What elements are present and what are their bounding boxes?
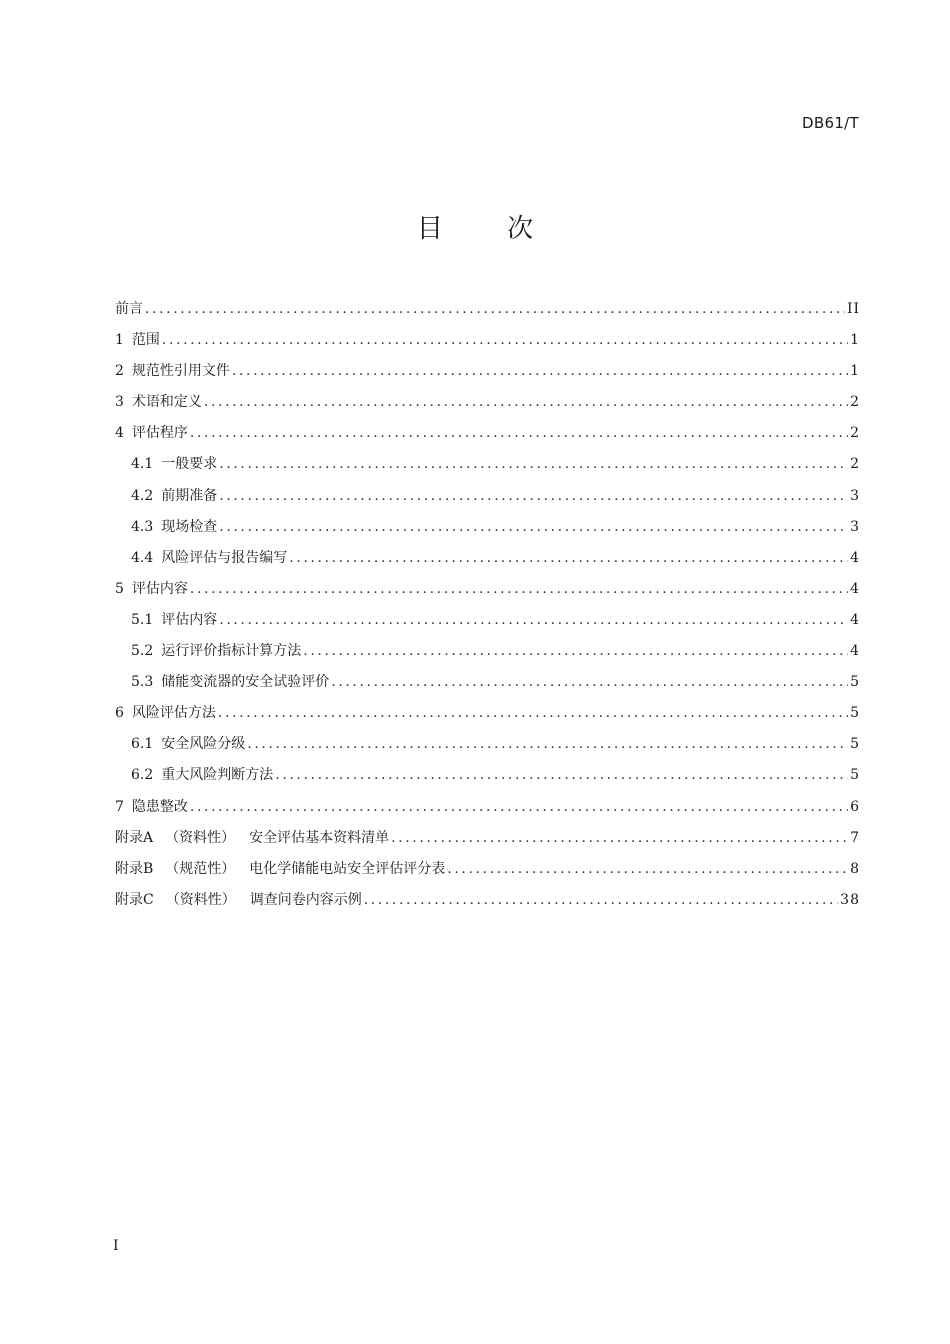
toc-leader-dots	[190, 425, 848, 441]
toc-label: 7 隐患整改	[115, 798, 188, 815]
toc-label: 1 范围	[115, 332, 160, 349]
toc-entry[interactable]	[115, 422, 860, 453]
toc-entry[interactable]	[115, 702, 860, 733]
toc-entry[interactable]	[115, 796, 860, 827]
toc-leader-dots	[204, 394, 848, 410]
toc-leader-dots	[275, 767, 848, 783]
toc-entry[interactable]	[115, 360, 860, 391]
toc-leader-dots	[289, 550, 848, 566]
toc-leader-dots	[219, 612, 848, 628]
toc-label: 2 规范性引用文件	[115, 363, 230, 380]
toc-leader-dots	[190, 799, 848, 815]
toc-label: 5 评估内容	[115, 580, 188, 597]
toc-label: 3 术语和定义	[115, 394, 202, 411]
toc-label: 4.2 前期准备	[131, 487, 218, 504]
toc-entry[interactable]	[115, 671, 860, 702]
toc-entry[interactable]	[115, 516, 860, 547]
toc-leader-dots	[145, 301, 845, 317]
toc-label: 5.2 运行评价指标计算方法	[131, 643, 302, 660]
toc-page-number: 2	[850, 394, 860, 411]
footer-page-number: I	[113, 1238, 119, 1254]
toc-page-number: 6	[850, 798, 860, 815]
toc-page-number: 4	[850, 580, 860, 597]
toc-page-number: 4	[850, 611, 860, 628]
toc-entry[interactable]	[115, 391, 860, 422]
toc-page-number: 5	[850, 705, 860, 722]
toc-page-number: 1	[850, 332, 860, 349]
toc-label: 6.1 安全风险分级	[131, 736, 246, 753]
toc-leader-dots	[364, 892, 838, 908]
toc-leader-dots	[303, 643, 848, 659]
toc-entry[interactable]	[115, 329, 860, 360]
toc-label: 前言	[115, 301, 143, 317]
toc-leader-dots	[219, 488, 848, 504]
toc-leader-dots	[331, 674, 848, 690]
document-code: DB61/T	[802, 114, 859, 132]
toc-label: 附录C （资料性） 调查问卷内容示例	[115, 891, 362, 908]
toc-label: 附录A （资料性） 安全评估基本资料清单	[115, 829, 390, 846]
toc-leader-dots	[391, 830, 848, 846]
toc-page-number: 7	[850, 829, 860, 846]
table-of-contents	[115, 298, 860, 920]
toc-leader-dots	[218, 705, 848, 721]
toc-entry[interactable]	[115, 578, 860, 609]
toc-page-number: 5	[850, 674, 860, 691]
toc-entry[interactable]	[115, 640, 860, 671]
toc-page-number: 5	[850, 767, 860, 784]
toc-entry[interactable]	[115, 609, 860, 640]
toc-entry[interactable]	[115, 298, 860, 329]
toc-page-number: 3	[850, 518, 860, 535]
toc-leader-dots	[162, 332, 848, 348]
toc-label: 5.1 评估内容	[131, 611, 218, 628]
toc-entry[interactable]	[115, 485, 860, 516]
toc-page-number: 38	[840, 891, 860, 908]
toc-leader-dots	[247, 736, 848, 752]
toc-entry[interactable]	[115, 453, 860, 484]
toc-leader-dots	[219, 519, 848, 535]
toc-appendix-entry[interactable]	[115, 858, 860, 889]
toc-page-number: 3	[850, 487, 860, 504]
toc-page-number: 8	[850, 860, 860, 877]
toc-page-number: 2	[850, 456, 860, 473]
toc-label: 4.3 现场检查	[131, 518, 218, 535]
toc-page-number: II	[846, 301, 860, 317]
toc-leader-dots	[190, 581, 848, 597]
toc-appendix-entry[interactable]	[115, 889, 860, 920]
toc-label: 4 评估程序	[115, 425, 188, 442]
toc-leader-dots	[447, 861, 848, 877]
toc-page-number: 2	[850, 425, 860, 442]
toc-label: 6.2 重大风险判断方法	[131, 767, 274, 784]
toc-page-number: 4	[850, 549, 860, 566]
toc-leader-dots	[232, 363, 848, 379]
toc-entry[interactable]	[115, 764, 860, 795]
toc-label: 4.1 一般要求	[131, 456, 218, 473]
toc-entry[interactable]	[115, 547, 860, 578]
toc-leader-dots	[219, 456, 848, 472]
toc-page-number: 1	[850, 363, 860, 380]
toc-label: 5.3 储能变流器的安全试验评价	[131, 674, 330, 691]
toc-label: 4.4 风险评估与报告编写	[131, 549, 288, 566]
toc-entry[interactable]	[115, 733, 860, 764]
toc-page-number: 4	[850, 643, 860, 660]
page-title: 目 次	[416, 214, 562, 244]
toc-label: 附录B （规范性） 电化学储能电站安全评估评分表	[115, 860, 446, 877]
toc-appendix-entry[interactable]	[115, 827, 860, 858]
toc-label: 6 风险评估方法	[115, 705, 216, 722]
toc-page-number: 5	[850, 736, 860, 753]
